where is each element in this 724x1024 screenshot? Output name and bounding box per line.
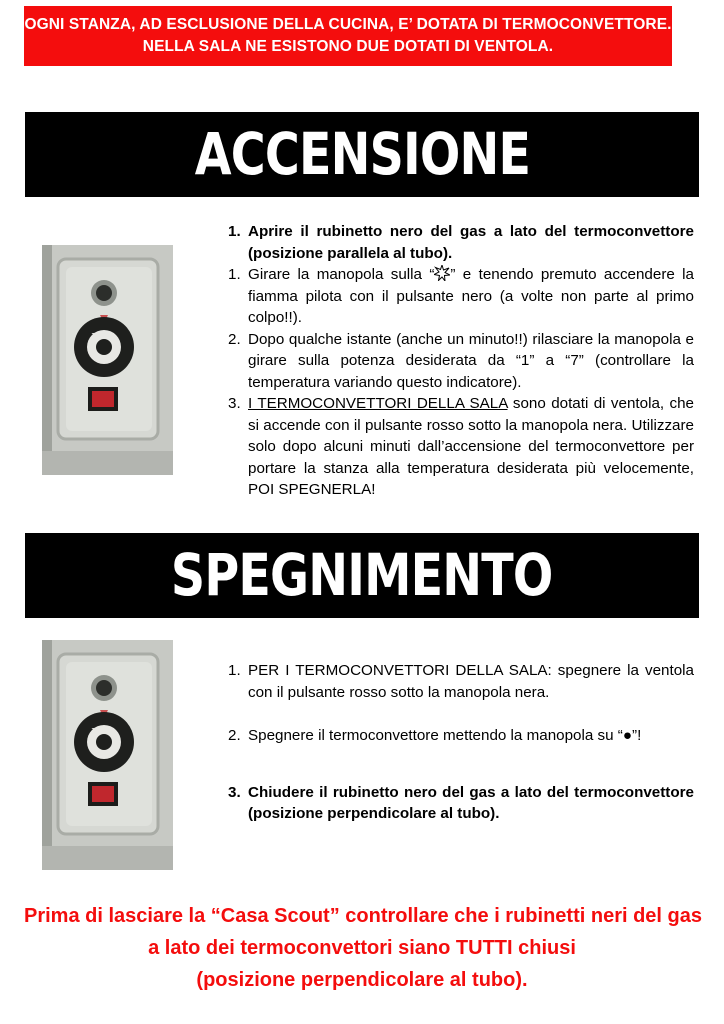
accensione-banner	[25, 112, 699, 197]
accensione-title: ACCENSIONE	[194, 120, 530, 188]
spegnimento-step: 1. PER I TERMOCONVETTORI DELLA SALA: spegnere la ventola con il pulsante rosso sotto la manopola nera.	[228, 662, 694, 701]
notice-line-2: NELLA SALA NE ESISTONO DUE DOTATI DI VENTOLA.	[142, 38, 554, 55]
spegnimento-banner	[25, 533, 699, 618]
footer-line-3: (posizione perpendicolare al tubo).	[196, 969, 528, 991]
accensione-step: 3. I TERMOCONVETTORI DELLA SALA sono dotati di ventola, che si accende con il pulsante rosso sotto la manopola nera. Utilizzare solo dopo alcuni minuti dall’accensione del termoconvettore per portare la stanza alla temperatura desiderata più velocemente, POI SPEGNERLA!	[228, 395, 694, 498]
heater-control-photo	[42, 640, 173, 870]
notice-banner	[24, 6, 672, 66]
footer-warning	[24, 900, 703, 996]
spegnimento-step: 3. Chiudere il rubinetto nero del gas a lato del termoconvettore (posizione perpendicolare al tubo).	[228, 783, 694, 822]
spark-icon	[434, 265, 450, 281]
svg-text:1 2 3: 1 2 3	[91, 727, 112, 736]
accensione-steps	[228, 221, 694, 501]
heater-control-illustration	[42, 640, 173, 870]
accensione-step: 1. Aprire il rubinetto nero del gas a lato del termoconvettore (posizione parallela al tubo).	[228, 223, 694, 262]
spegnimento-step: 2. Spegnere il termoconvettore mettendo la manopola su “●”!	[228, 727, 642, 744]
accensione-step: 2. Dopo qualche istante (anche un minuto!!) rilasciare la manopola e girare sulla potenza desiderata da “1” a “7” (controllare la temperatura variando questo indicatore).	[228, 330, 694, 391]
heater-control-illustration	[42, 245, 173, 475]
svg-text:1 2 3: 1 2 3	[91, 332, 112, 341]
footer-line-1: Prima di lasciare la “Casa Scout” controllare che i rubinetti neri del gas	[24, 905, 703, 927]
footer-line-2: a lato dei termoconvettori siano TUTTI chiusi	[148, 937, 576, 959]
spegnimento-steps	[228, 660, 694, 825]
notice-line-1: OGNI STANZA, AD ESCLUSIONE DELLA CUCINA, E’ DOTATA DI TERMOCONVETTORE.	[24, 16, 672, 33]
heater-control-photo	[42, 245, 173, 475]
accensione-step: 1. Girare la manopola sulla “ ” e tenendo premuto accendere la fiamma pilota con il pulsante nero (a volte non parte al primo colpo!!).	[228, 266, 694, 326]
spegnimento-title: SPEGNIMENTO	[171, 541, 553, 609]
